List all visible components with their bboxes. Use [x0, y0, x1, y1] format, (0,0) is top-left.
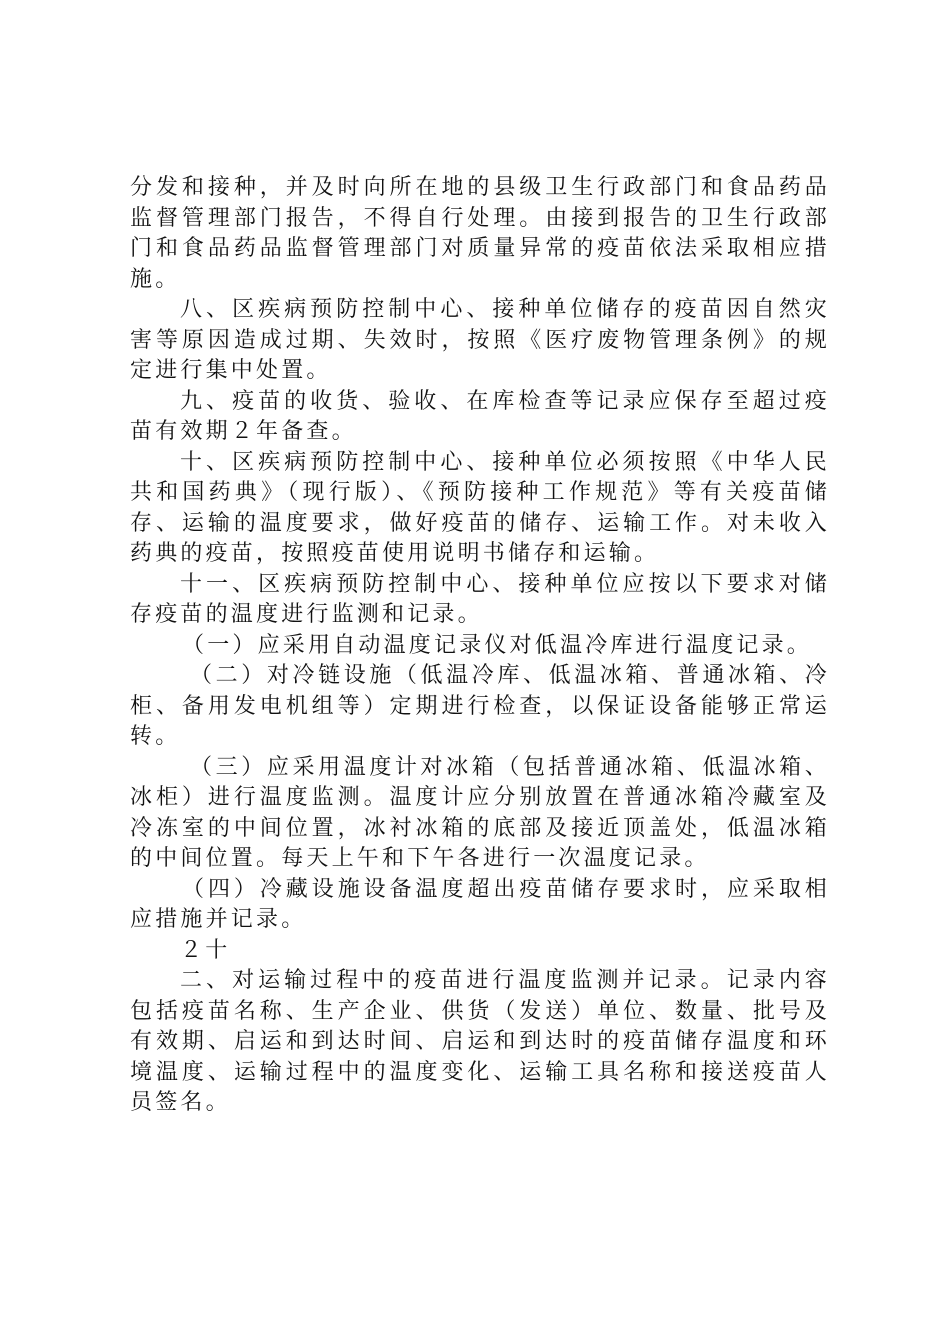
paragraph-item-8: 八、区疾病预防控制中心、接种单位储存的疫苗因自然灾害等原因造成过期、失效时，按照《医疗废物管理条例》的规定进行集中处置。 [130, 297, 830, 383]
paragraph-item-9: 九、疫苗的收货、验收、在库检查等记录应保存至超过疫苗有效期２年备查。 [130, 388, 830, 444]
paragraph-subitem-3: （三）应采用温度计对冰箱（包括普通冰箱、低温冰箱、冰柜）进行温度监测。温度计应分别放置在普通冰箱冷藏室及冷冻室的中间位置，冰衬冰箱的底部及接近顶盖处，低温冰箱的中间位置。每天上午和下午各进行一次温度记录。 [130, 754, 830, 871]
paragraph-item-11: 十一、区疾病预防控制中心、接种单位应按以下要求对储存疫苗的温度进行监测和记录。 [130, 571, 830, 627]
paragraph-subitem-1: （一）应采用自动温度记录仪对低温冷库进行温度记录。 [182, 632, 813, 658]
paragraph-continuation: 分发和接种，并及时向所在地的县级卫生行政部门和食品药品监督管理部门报告，不得自行处理。由接到报告的卫生行政部门和食品药品监督管理部门对质量异常的疫苗依法采取相应措施。 [130, 175, 830, 292]
document-body [130, 173, 830, 1119]
paragraph-subitem-4: （四）冷藏设施设备温度超出疫苗储存要求时，应采取相应措施并记录。 [130, 876, 830, 932]
paragraph-item-10: 十、区疾病预防控制中心、接种单位必须按照《中华人民共和国药典》（现行版）、《预防接种工作规范》等有关疫苗储存、运输的温度要求，做好疫苗的储存、运输工作。对未收入药典的疫苗，按照疫苗使用说明书储存和运输。 [130, 449, 830, 566]
paragraph-subitem-2: （二）对冷链设施（低温冷库、低温冰箱、普通冰箱、冷柜、备用发电机组等）定期进行检查，以保证设备能够正常运转。 [130, 663, 830, 749]
paragraph-item-12: 二、对运输过程中的疫苗进行温度监测并记录。记录内容包括疫苗名称、生产企业、供货（发送）单位、数量、批号及有效期、启运和到达时间、启运和到达时的疫苗储存温度和环境温度、运输过程中的温度变化、运输工具名称和接送疫苗人员签名。 [130, 968, 830, 1115]
paragraph-item-12-prefix: ２十 [180, 937, 231, 963]
